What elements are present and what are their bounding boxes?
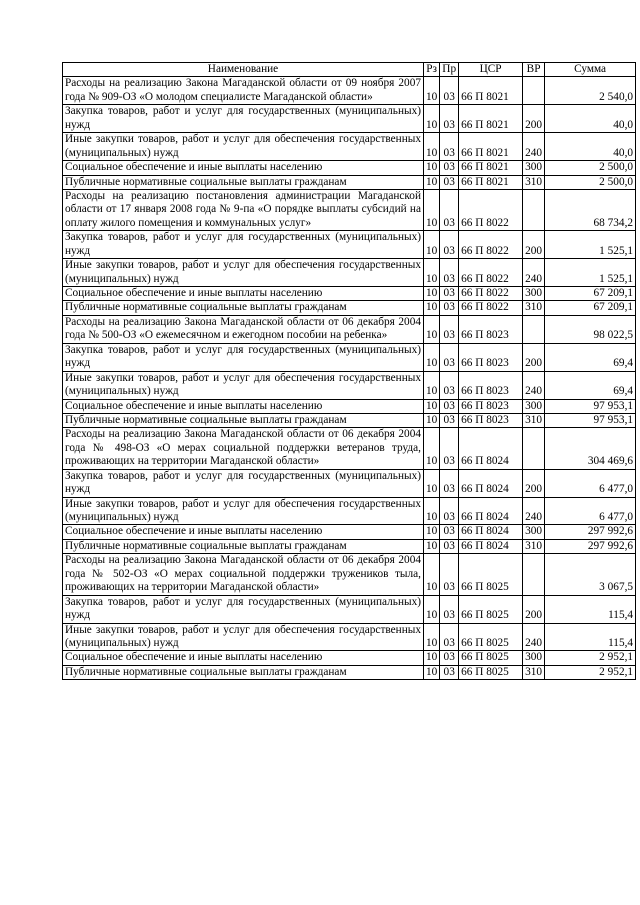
row-sum: 6 477,0 (545, 497, 636, 525)
table-row (63, 469, 636, 497)
row-rz: 10 (424, 189, 440, 230)
table-row (63, 554, 636, 595)
row-rz: 10 (424, 287, 440, 301)
row-csr: 66 П 8024 (459, 428, 523, 469)
row-sum: 2 952,1 (545, 651, 636, 665)
row-pr: 03 (440, 161, 459, 175)
row-name: Социальное обеспечение и иные выплаты населению (63, 287, 424, 301)
row-vr: 200 (523, 343, 545, 371)
row-rz: 10 (424, 413, 440, 427)
row-pr: 03 (440, 371, 459, 399)
row-rz: 10 (424, 651, 440, 665)
row-name: Расходы на реализацию Закона Магаданской области от 09 ноября 2007 года № 909-ОЗ «О молодом специалисте Магаданской области» (63, 77, 424, 105)
header-sum: Сумма (545, 63, 636, 77)
row-pr: 03 (440, 428, 459, 469)
header-vr: ВР (523, 63, 545, 77)
row-sum: 304 469,6 (545, 428, 636, 469)
row-vr (523, 428, 545, 469)
row-sum: 69,4 (545, 371, 636, 399)
row-sum: 3 067,5 (545, 554, 636, 595)
row-rz: 10 (424, 428, 440, 469)
row-name: Расходы на реализацию Закона Магаданской области от 06 декабря 2004 года № 502-ОЗ «О мерах социальной поддержки тружеников тыла, проживающих на территории Магаданской области» (63, 554, 424, 595)
row-csr: 66 П 8022 (459, 287, 523, 301)
row-rz: 10 (424, 315, 440, 343)
table-row (63, 595, 636, 623)
row-rz: 10 (424, 665, 440, 679)
row-pr: 03 (440, 287, 459, 301)
row-rz: 10 (424, 595, 440, 623)
row-sum: 297 992,6 (545, 539, 636, 553)
table-body (63, 77, 636, 680)
row-name: Социальное обеспечение и иные выплаты населению (63, 161, 424, 175)
row-name: Публичные нормативные социальные выплаты гражданам (63, 413, 424, 427)
row-pr: 03 (440, 539, 459, 553)
row-csr: 66 П 8022 (459, 231, 523, 259)
row-sum: 67 209,1 (545, 301, 636, 315)
table-row (63, 413, 636, 427)
row-vr: 300 (523, 287, 545, 301)
row-name: Иные закупки товаров, работ и услуг для обеспечения государственных (муниципальных) нужд (63, 371, 424, 399)
table-row (63, 77, 636, 105)
row-pr: 03 (440, 595, 459, 623)
row-rz: 10 (424, 525, 440, 539)
budget-table (62, 62, 636, 680)
row-rz: 10 (424, 343, 440, 371)
row-sum: 40,0 (545, 133, 636, 161)
row-csr: 66 П 8023 (459, 413, 523, 427)
row-sum: 97 953,1 (545, 399, 636, 413)
row-name: Закупка товаров, работ и услуг для государственных (муниципальных) нужд (63, 105, 424, 133)
table-row (63, 175, 636, 189)
row-csr: 66 П 8024 (459, 469, 523, 497)
row-csr: 66 П 8025 (459, 623, 523, 651)
row-name: Иные закупки товаров, работ и услуг для обеспечения государственных (муниципальных) нужд (63, 497, 424, 525)
row-vr: 200 (523, 595, 545, 623)
row-rz: 10 (424, 161, 440, 175)
row-sum: 297 992,6 (545, 525, 636, 539)
row-name: Закупка товаров, работ и услуг для государственных (муниципальных) нужд (63, 343, 424, 371)
header-rz: Рз (424, 63, 440, 77)
row-sum: 40,0 (545, 105, 636, 133)
table-row (63, 315, 636, 343)
row-pr: 03 (440, 399, 459, 413)
row-sum: 115,4 (545, 623, 636, 651)
row-pr: 03 (440, 301, 459, 315)
row-csr: 66 П 8024 (459, 539, 523, 553)
table-row (63, 539, 636, 553)
row-sum: 68 734,2 (545, 189, 636, 230)
row-csr: 66 П 8022 (459, 301, 523, 315)
row-csr: 66 П 8024 (459, 497, 523, 525)
table-row (63, 651, 636, 665)
row-sum: 1 525,1 (545, 231, 636, 259)
row-pr: 03 (440, 469, 459, 497)
row-sum: 2 540,0 (545, 77, 636, 105)
row-csr: 66 П 8023 (459, 315, 523, 343)
table-row (63, 525, 636, 539)
row-sum: 67 209,1 (545, 287, 636, 301)
row-csr: 66 П 8021 (459, 133, 523, 161)
row-name: Социальное обеспечение и иные выплаты населению (63, 525, 424, 539)
table-row (63, 287, 636, 301)
row-pr: 03 (440, 525, 459, 539)
row-vr (523, 189, 545, 230)
row-rz: 10 (424, 554, 440, 595)
row-sum: 69,4 (545, 343, 636, 371)
row-pr: 03 (440, 175, 459, 189)
table-row (63, 133, 636, 161)
row-vr: 200 (523, 105, 545, 133)
row-csr: 66 П 8021 (459, 105, 523, 133)
row-name: Закупка товаров, работ и услуг для государственных (муниципальных) нужд (63, 469, 424, 497)
row-name: Публичные нормативные социальные выплаты гражданам (63, 539, 424, 553)
row-pr: 03 (440, 651, 459, 665)
table-row (63, 497, 636, 525)
row-pr: 03 (440, 343, 459, 371)
row-sum: 6 477,0 (545, 469, 636, 497)
table-row (63, 371, 636, 399)
document-page (62, 62, 636, 680)
table-row (63, 231, 636, 259)
row-pr: 03 (440, 315, 459, 343)
row-csr: 66 П 8023 (459, 371, 523, 399)
row-name: Иные закупки товаров, работ и услуг для обеспечения государственных (муниципальных) нужд (63, 259, 424, 287)
row-name: Закупка товаров, работ и услуг для государственных (муниципальных) нужд (63, 231, 424, 259)
row-rz: 10 (424, 539, 440, 553)
row-csr: 66 П 8023 (459, 399, 523, 413)
row-vr (523, 77, 545, 105)
row-vr: 240 (523, 133, 545, 161)
table-row (63, 161, 636, 175)
row-pr: 03 (440, 497, 459, 525)
row-name: Закупка товаров, работ и услуг для государственных (муниципальных) нужд (63, 595, 424, 623)
row-pr: 03 (440, 413, 459, 427)
row-rz: 10 (424, 497, 440, 525)
row-vr: 200 (523, 469, 545, 497)
row-csr: 66 П 8022 (459, 189, 523, 230)
row-csr: 66 П 8024 (459, 525, 523, 539)
row-name: Социальное обеспечение и иные выплаты населению (63, 399, 424, 413)
header-pr: Пр (440, 63, 459, 77)
row-vr: 240 (523, 623, 545, 651)
row-rz: 10 (424, 623, 440, 651)
row-pr: 03 (440, 665, 459, 679)
row-pr: 03 (440, 77, 459, 105)
row-rz: 10 (424, 301, 440, 315)
row-name: Иные закупки товаров, работ и услуг для обеспечения государственных (муниципальных) нужд (63, 623, 424, 651)
row-sum: 2 500,0 (545, 161, 636, 175)
row-rz: 10 (424, 175, 440, 189)
row-vr: 300 (523, 525, 545, 539)
row-vr: 310 (523, 301, 545, 315)
table-row (63, 301, 636, 315)
row-vr (523, 554, 545, 595)
row-sum: 97 953,1 (545, 413, 636, 427)
row-name: Расходы на реализацию Закона Магаданской области от 06 декабря 2004 года № 498-ОЗ «О мерах социальной поддержки ветеранов труда, проживающих на территории Магаданской области» (63, 428, 424, 469)
table-row (63, 189, 636, 230)
row-pr: 03 (440, 259, 459, 287)
row-vr: 240 (523, 371, 545, 399)
row-vr: 310 (523, 413, 545, 427)
row-vr: 300 (523, 651, 545, 665)
row-pr: 03 (440, 105, 459, 133)
row-rz: 10 (424, 133, 440, 161)
row-csr: 66 П 8025 (459, 554, 523, 595)
table-row (63, 343, 636, 371)
row-pr: 03 (440, 231, 459, 259)
row-vr: 310 (523, 175, 545, 189)
row-name: Публичные нормативные социальные выплаты гражданам (63, 301, 424, 315)
row-sum: 115,4 (545, 595, 636, 623)
row-csr: 66 П 8022 (459, 259, 523, 287)
row-csr: 66 П 8021 (459, 77, 523, 105)
row-vr: 310 (523, 665, 545, 679)
row-csr: 66 П 8025 (459, 665, 523, 679)
header-name: Наименование (63, 63, 424, 77)
row-vr: 240 (523, 497, 545, 525)
row-csr: 66 П 8023 (459, 343, 523, 371)
table-row (63, 399, 636, 413)
table-row (63, 623, 636, 651)
row-vr: 300 (523, 399, 545, 413)
row-sum: 1 525,1 (545, 259, 636, 287)
row-pr: 03 (440, 133, 459, 161)
row-sum: 2 952,1 (545, 665, 636, 679)
row-pr: 03 (440, 623, 459, 651)
row-name: Публичные нормативные социальные выплаты гражданам (63, 665, 424, 679)
table-row (63, 105, 636, 133)
row-rz: 10 (424, 259, 440, 287)
row-rz: 10 (424, 469, 440, 497)
table-row (63, 428, 636, 469)
row-sum: 2 500,0 (545, 175, 636, 189)
row-csr: 66 П 8025 (459, 651, 523, 665)
row-rz: 10 (424, 105, 440, 133)
row-vr: 240 (523, 259, 545, 287)
row-vr: 200 (523, 231, 545, 259)
row-rz: 10 (424, 371, 440, 399)
row-csr: 66 П 8021 (459, 175, 523, 189)
row-csr: 66 П 8025 (459, 595, 523, 623)
table-row (63, 259, 636, 287)
row-vr: 310 (523, 539, 545, 553)
header-csr: ЦСР (459, 63, 523, 77)
row-rz: 10 (424, 231, 440, 259)
row-csr: 66 П 8021 (459, 161, 523, 175)
row-sum: 98 022,5 (545, 315, 636, 343)
row-name: Социальное обеспечение и иные выплаты населению (63, 651, 424, 665)
row-pr: 03 (440, 554, 459, 595)
row-name: Расходы на реализацию Закона Магаданской области от 06 декабря 2004 года № 500-ОЗ «О ежемесячном и ежегодном пособии на ребенка» (63, 315, 424, 343)
row-rz: 10 (424, 77, 440, 105)
row-name: Расходы на реализацию постановления администрации Магаданской области от 17 января 2008 года № 9-па «О порядке выплаты субсидий на оплату жилого помещения и коммунальных услуг» (63, 189, 424, 230)
table-row (63, 665, 636, 679)
row-rz: 10 (424, 399, 440, 413)
row-pr: 03 (440, 189, 459, 230)
row-name: Публичные нормативные социальные выплаты гражданам (63, 175, 424, 189)
row-name: Иные закупки товаров, работ и услуг для обеспечения государственных (муниципальных) нужд (63, 133, 424, 161)
row-vr (523, 315, 545, 343)
row-vr: 300 (523, 161, 545, 175)
table-header-row (63, 63, 636, 77)
